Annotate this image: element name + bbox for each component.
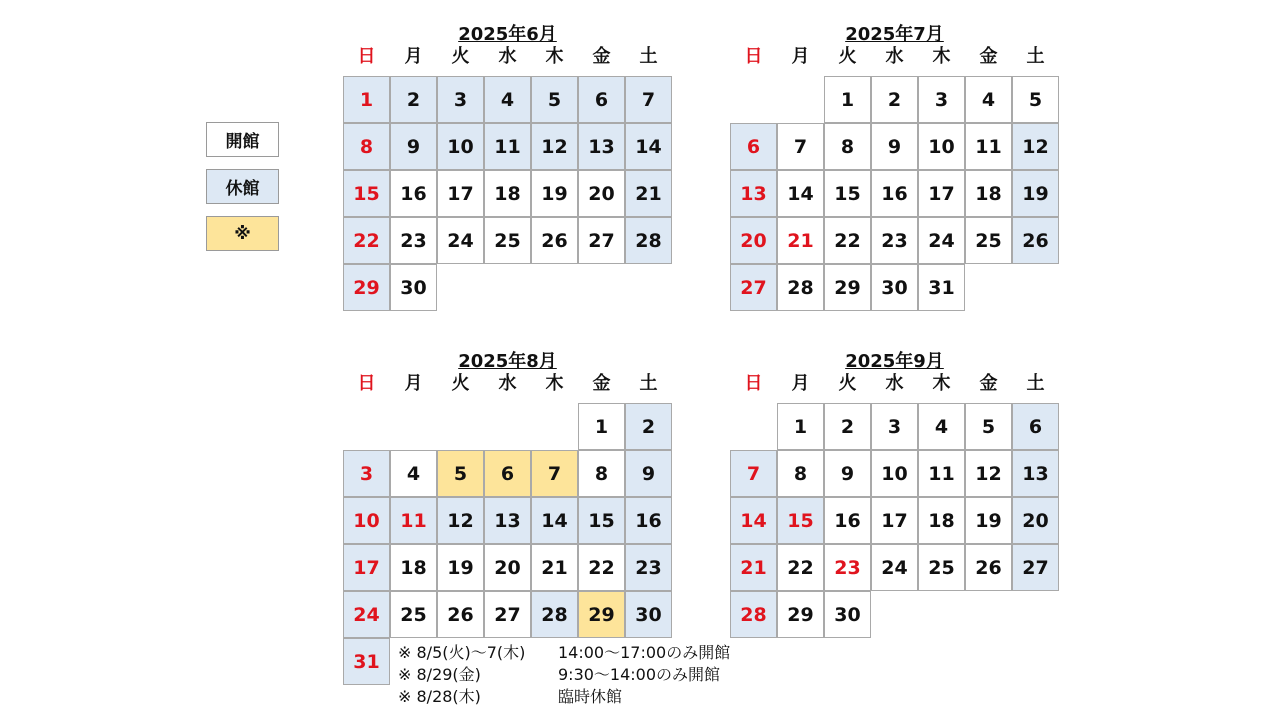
day-cell: 23: [871, 217, 918, 264]
day-cell: 5: [965, 403, 1012, 450]
day-cell: 12: [1012, 123, 1059, 170]
day-cell: 8: [777, 450, 824, 497]
day-cell: 9: [824, 450, 871, 497]
weekday-label: 月: [791, 373, 810, 394]
weekday-label: 火: [838, 373, 857, 394]
day-cell: 16: [625, 497, 672, 544]
day-cell: 22: [824, 217, 871, 264]
day-cell: 1: [824, 76, 871, 123]
day-cell: 22: [777, 544, 824, 591]
day-cell: 2: [390, 76, 437, 123]
day-cell: 29: [343, 264, 390, 311]
day-cell: 17: [437, 170, 484, 217]
day-cell: 1: [777, 403, 824, 450]
day-cell: 12: [531, 123, 578, 170]
day-cell: 28: [730, 591, 777, 638]
day-cell: 12: [965, 450, 1012, 497]
day-cell: 26: [531, 217, 578, 264]
weekday-label: 木: [545, 46, 564, 67]
weekday-label: 金: [592, 46, 611, 67]
weekday-label: 火: [451, 373, 470, 394]
day-cell: 15: [343, 170, 390, 217]
day-cell: 14: [777, 170, 824, 217]
day-cell: 16: [824, 497, 871, 544]
day-cell: 12: [437, 497, 484, 544]
day-cell: 18: [918, 497, 965, 544]
day-cell: 25: [918, 544, 965, 591]
weekday-label: 日: [357, 46, 376, 67]
day-cell: 11: [965, 123, 1012, 170]
weekday-label: 日: [744, 46, 763, 67]
day-cell: 20: [578, 170, 625, 217]
weekday-label: 火: [451, 46, 470, 67]
day-cell: 7: [531, 450, 578, 497]
day-cell: 10: [918, 123, 965, 170]
note-detail: 臨時休館: [558, 687, 623, 706]
day-cell: 3: [343, 450, 390, 497]
day-cell: 25: [484, 217, 531, 264]
day-cell: 18: [390, 544, 437, 591]
day-cell: 16: [390, 170, 437, 217]
day-cell: 29: [824, 264, 871, 311]
legend-open: 開館: [206, 122, 279, 157]
day-cell: 1: [578, 403, 625, 450]
day-cell: 5: [1012, 76, 1059, 123]
day-cell: 13: [1012, 450, 1059, 497]
day-cell: 10: [871, 450, 918, 497]
day-cell: 16: [871, 170, 918, 217]
weekday-label: 土: [1026, 373, 1045, 394]
day-cell: 15: [824, 170, 871, 217]
weekday-header: [343, 42, 672, 66]
day-cell: 6: [1012, 403, 1059, 450]
day-cell: 4: [965, 76, 1012, 123]
note-date: ※ 8/29(金): [398, 665, 481, 684]
day-cell: 25: [390, 591, 437, 638]
day-cell: 17: [918, 170, 965, 217]
day-cell: 24: [343, 591, 390, 638]
day-cell: 29: [777, 591, 824, 638]
day-cell: 19: [437, 544, 484, 591]
month-title: 2025年9月: [845, 351, 944, 372]
day-cell: 18: [484, 170, 531, 217]
day-cell: 26: [965, 544, 1012, 591]
legend-closed: 休館: [206, 169, 279, 204]
day-cell: 4: [390, 450, 437, 497]
day-cell: 24: [918, 217, 965, 264]
day-cell: 8: [824, 123, 871, 170]
day-cell: 23: [390, 217, 437, 264]
day-cell: 11: [484, 123, 531, 170]
weekday-label: 日: [744, 373, 763, 394]
day-cell: 30: [625, 591, 672, 638]
day-cell: 6: [578, 76, 625, 123]
day-cell: 17: [343, 544, 390, 591]
day-cell: 28: [625, 217, 672, 264]
day-cell: 19: [1012, 170, 1059, 217]
day-cell: 2: [824, 403, 871, 450]
day-cell: 9: [871, 123, 918, 170]
day-cell: 24: [871, 544, 918, 591]
weekday-label: 水: [498, 46, 517, 67]
day-cell: 22: [578, 544, 625, 591]
day-cell: 20: [1012, 497, 1059, 544]
day-cell: 30: [390, 264, 437, 311]
weekday-label: 土: [1026, 46, 1045, 67]
day-cell: 30: [871, 264, 918, 311]
day-cell: 21: [730, 544, 777, 591]
weekday-label: 木: [932, 373, 951, 394]
weekday-label: 金: [979, 46, 998, 67]
day-cell: 2: [871, 76, 918, 123]
day-cell: 19: [965, 497, 1012, 544]
day-cell: 6: [730, 123, 777, 170]
day-cell: 29: [578, 591, 625, 638]
day-cell: 10: [437, 123, 484, 170]
day-cell: 18: [965, 170, 1012, 217]
note-date: ※ 8/5(火)～7(木): [398, 643, 526, 662]
day-cell: 14: [531, 497, 578, 544]
day-cell: 26: [1012, 217, 1059, 264]
day-cell: 6: [484, 450, 531, 497]
weekday-header: [343, 369, 672, 393]
day-cell: 20: [730, 217, 777, 264]
weekday-label: 水: [885, 373, 904, 394]
day-cell: 31: [343, 638, 390, 685]
weekday-label: 月: [404, 373, 423, 394]
day-cell: 31: [918, 264, 965, 311]
day-cell: 8: [343, 123, 390, 170]
day-cell: 19: [531, 170, 578, 217]
day-cell: 23: [824, 544, 871, 591]
weekday-label: 土: [639, 373, 658, 394]
day-cell: 4: [918, 403, 965, 450]
day-cell: 9: [625, 450, 672, 497]
day-cell: 13: [730, 170, 777, 217]
day-cell: 28: [531, 591, 578, 638]
weekday-label: 火: [838, 46, 857, 67]
weekday-label: 木: [545, 373, 564, 394]
month-title: 2025年7月: [845, 24, 944, 45]
weekday-label: 水: [885, 46, 904, 67]
note-detail: 14:00～17:00のみ開館: [558, 643, 731, 662]
day-cell: 27: [1012, 544, 1059, 591]
day-cell: 27: [484, 591, 531, 638]
day-cell: 24: [437, 217, 484, 264]
day-cell: 5: [437, 450, 484, 497]
note-detail: 9:30～14:00のみ開館: [558, 665, 721, 684]
day-cell: 1: [343, 76, 390, 123]
day-cell: 20: [484, 544, 531, 591]
weekday-header: [730, 42, 1059, 66]
day-cell: 2: [625, 403, 672, 450]
day-cell: 21: [777, 217, 824, 264]
month-title: 2025年6月: [458, 24, 557, 45]
day-cell: 23: [625, 544, 672, 591]
day-cell: 21: [625, 170, 672, 217]
day-cell: 15: [777, 497, 824, 544]
day-cell: 22: [343, 217, 390, 264]
day-cell: 7: [625, 76, 672, 123]
day-cell: 25: [965, 217, 1012, 264]
day-cell: 13: [578, 123, 625, 170]
day-cell: 27: [730, 264, 777, 311]
day-cell: 28: [777, 264, 824, 311]
day-cell: 7: [730, 450, 777, 497]
day-cell: 7: [777, 123, 824, 170]
day-cell: 3: [871, 403, 918, 450]
day-cell: 13: [484, 497, 531, 544]
weekday-label: 木: [932, 46, 951, 67]
note-date: ※ 8/28(木): [398, 687, 481, 706]
weekday-header: [730, 369, 1059, 393]
day-cell: 8: [578, 450, 625, 497]
weekday-label: 金: [979, 373, 998, 394]
day-cell: 5: [531, 76, 578, 123]
day-cell: 9: [390, 123, 437, 170]
day-cell: 3: [918, 76, 965, 123]
weekday-label: 月: [404, 46, 423, 67]
day-cell: 30: [824, 591, 871, 638]
legend-special: ※: [206, 216, 279, 251]
day-cell: 14: [625, 123, 672, 170]
day-cell: 11: [918, 450, 965, 497]
day-cell: 17: [871, 497, 918, 544]
day-cell: 27: [578, 217, 625, 264]
day-cell: 4: [484, 76, 531, 123]
day-cell: 11: [390, 497, 437, 544]
weekday-label: 日: [357, 373, 376, 394]
day-cell: 10: [343, 497, 390, 544]
weekday-label: 月: [791, 46, 810, 67]
day-cell: 14: [730, 497, 777, 544]
day-cell: 21: [531, 544, 578, 591]
weekday-label: 金: [592, 373, 611, 394]
day-cell: 26: [437, 591, 484, 638]
weekday-label: 水: [498, 373, 517, 394]
day-cell: 3: [437, 76, 484, 123]
weekday-label: 土: [639, 46, 658, 67]
month-title: 2025年8月: [458, 351, 557, 372]
day-cell: 15: [578, 497, 625, 544]
